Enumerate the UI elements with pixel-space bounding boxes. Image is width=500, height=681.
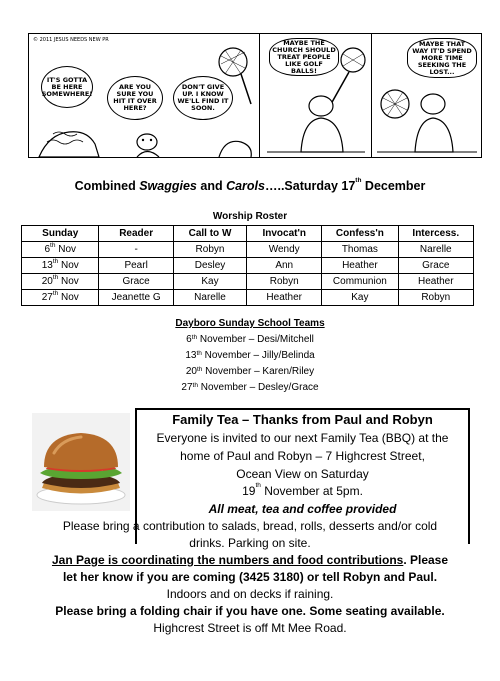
table-row [22,258,474,274]
burger-image [32,413,130,511]
table-cell: Robyn [247,274,322,290]
sunday-cell: 20th Nov [22,274,99,290]
list-item: 20th November – Karen/Riley [185,366,315,377]
table-cell: Ann [247,258,322,274]
table-cell: Grace [99,274,173,290]
list-item: 27th November – Desley/Grace [181,382,319,393]
comic-panel-1 [29,34,260,157]
worship-roster-table [21,225,474,306]
title-prefix: Combined [74,179,140,193]
tea-line: Please bring a contribution to salads, bread, rolls, desserts and/or cold [62,519,438,533]
table-cell: Heather [322,258,398,274]
tea-line: Indoors and on decks if raining. [166,587,334,601]
comic-panel-3 [373,34,481,157]
table-cell: Heather [398,274,473,290]
title-date: …..Saturday 17 [264,179,356,193]
column-header: Intercess. [398,226,473,242]
tea-line: Highcrest Street is off Mt Mee Road. [153,621,347,635]
tea-date-line: 19th November at 5pm. [242,482,363,498]
table-cell: Robyn [398,290,473,306]
comic-panel-2 [261,34,372,157]
column-header: Confess'n [322,226,398,242]
table-cell: Communion [322,274,398,290]
sunday-cell: 13th Nov [22,258,99,274]
tea-heading: Family Tea – Thanks from Paul and Robyn [172,412,433,427]
speech-bubble: DON'T GIVE UP. I KNOW WE'LL FIND IT SOON. [173,76,233,120]
comic-copyright: © 2011 JESUS NEEDS NEW PR [33,37,109,43]
tea-line: drinks. Parking on site. [189,536,311,550]
table-cell: Desley [173,258,246,274]
table-row [22,274,474,290]
table-cell: Robyn [173,242,246,258]
sunday-school-teams [0,316,500,396]
title-swaggies: Swaggies [139,179,197,193]
list-item: 6th November – Desi/Mitchell [186,334,314,345]
tea-chair-line: Please bring a folding chair if you have one. Some seating available. [55,604,445,618]
column-header: Reader [99,226,173,242]
speech-bubble: IT'S GOTTA BE HERE SOMEWHERE! [41,66,93,108]
table-row [22,290,474,306]
tea-line: Everyone is invited to our next Family Tea (BBQ) at the [156,431,449,445]
table-cell: Heather [247,290,322,306]
title-carols: Carols [226,179,265,193]
speech-bubble: ARE YOU SURE YOU HIT IT OVER HERE? [107,76,163,120]
speech-bubble: MAYBE THE CHURCH SHOULD TREAT PEOPLE LIKE GOLF BALLS! [269,38,339,76]
table-cell: Grace [398,258,473,274]
comic-characters-drawing [29,34,259,157]
sunday-cell: 27th Nov [22,290,99,306]
roster-title: Worship Roster [212,211,288,222]
title-date-sup: th [355,177,362,184]
title-month: December [361,179,426,193]
table-row [22,242,474,258]
table-cell: - [99,242,173,258]
comic-character-drawing [373,34,481,157]
table-cell: Narelle [173,290,246,306]
column-header: Sunday [22,226,99,242]
table-cell: Narelle [398,242,473,258]
comic-strip [28,33,482,158]
comic-character-drawing [261,34,371,157]
column-header: Call to W [173,226,246,242]
title-and: and [196,179,227,193]
table-cell: Thomas [322,242,398,258]
list-item: 13th November – Jilly/Belinda [185,350,315,361]
tea-line: Ocean View on Saturday [236,467,369,481]
table-cell: Jeanette G [99,290,173,306]
sunday-cell: 6th Nov [22,242,99,258]
column-header: Invocat'n [247,226,322,242]
tea-provided-line: All meat, tea and coffee provided [208,502,397,516]
tea-contact-line: let her know if you are coming (3425 3180) or tell Robyn and Paul. [62,570,438,584]
tea-line: home of Paul and Robyn – 7 Highcrest Street, [180,449,425,463]
event-title [0,179,500,193]
table-cell: Wendy [247,242,322,258]
speech-bubble: MAYBE THAT WAY IT'D SPEND MORE TIME SEEKING THE LOST... [407,38,477,78]
table-cell: Kay [173,274,246,290]
table-header-row [22,226,474,242]
teams-title: Dayboro Sunday School Teams [175,318,325,329]
tea-coordinator-line: Jan Page is coordinating the numbers and food contributions. Please [51,553,449,567]
table-cell: Kay [322,290,398,306]
table-cell: Pearl [99,258,173,274]
